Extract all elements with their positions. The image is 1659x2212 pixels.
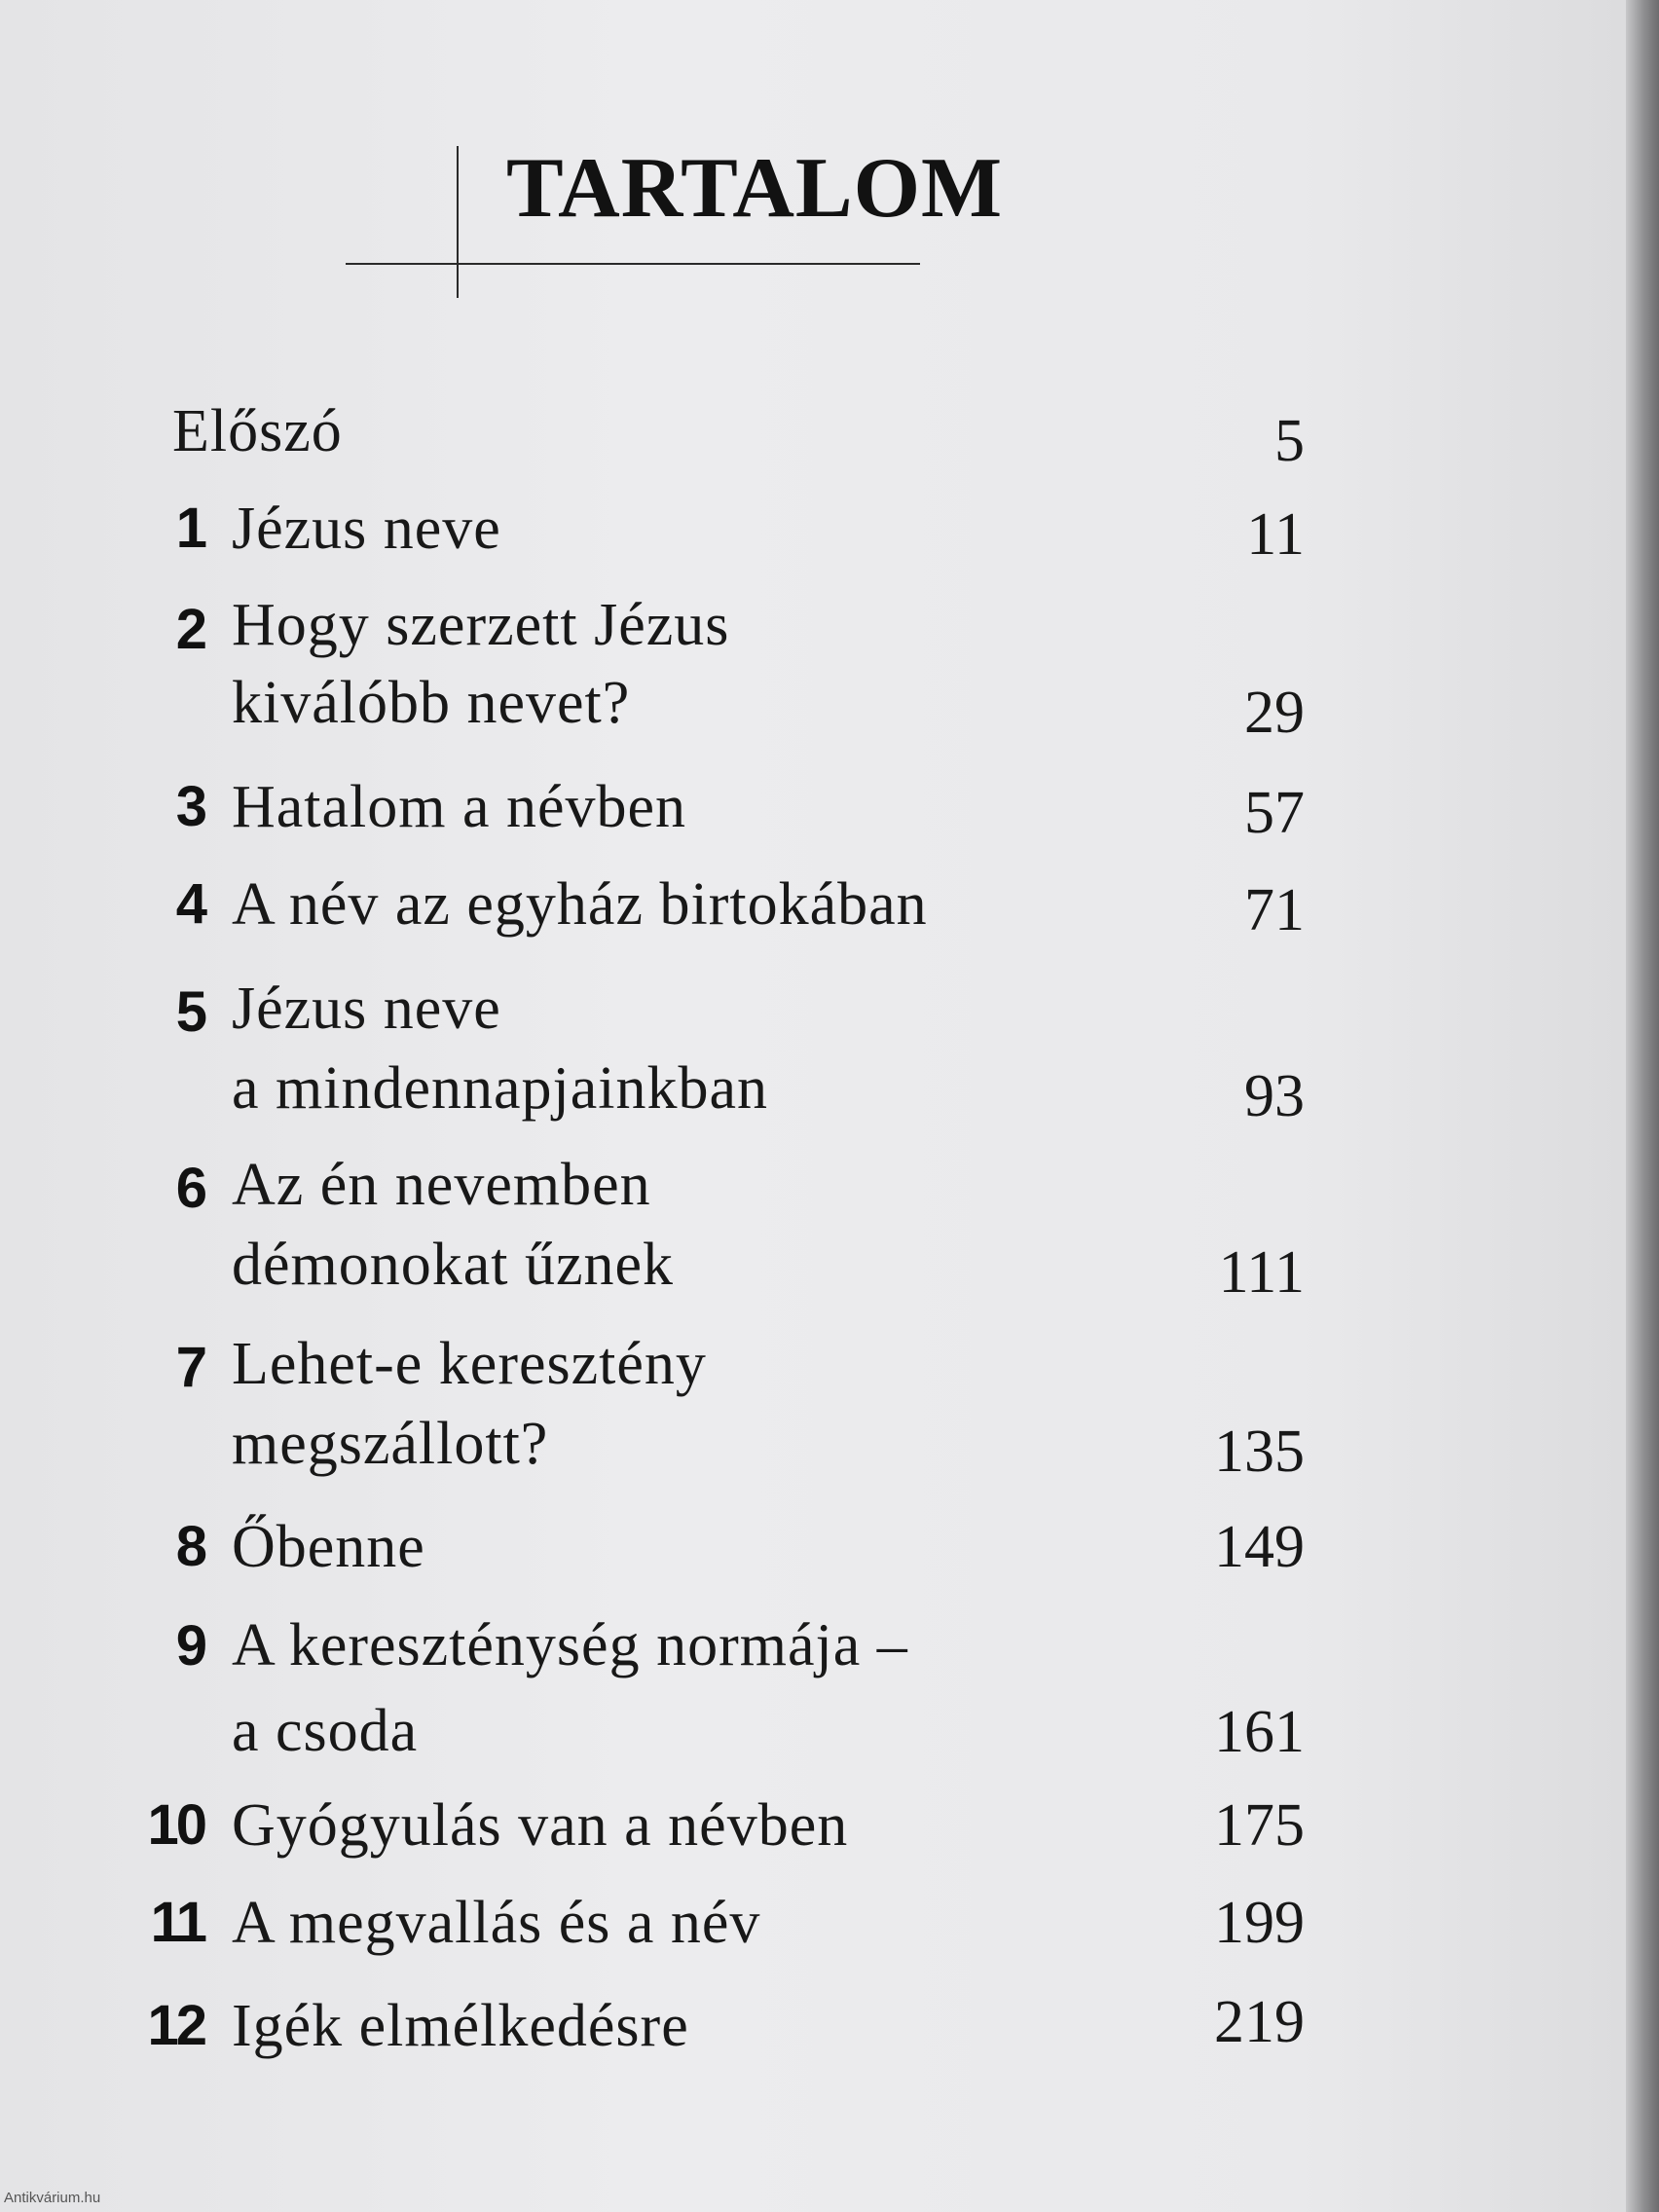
toc-entry-page: 161 xyxy=(1214,1699,1305,1765)
toc-entry-title-line: megszállott? xyxy=(232,1411,549,1477)
toc-entry-page: 175 xyxy=(1214,1792,1305,1859)
toc-entry-title-line: Az én nevemben xyxy=(232,1152,651,1218)
toc-entry-title-line: Jézus neve xyxy=(232,976,501,1042)
toc-entry-page: 11 xyxy=(1246,501,1305,568)
toc-entry-number: 7 xyxy=(175,1336,204,1399)
toc-entry-title xyxy=(232,586,729,742)
toc-entry-page: 93 xyxy=(1244,1063,1305,1129)
toc-entry-title xyxy=(232,1324,707,1484)
toc-entry-page: 219 xyxy=(1214,1989,1305,2055)
toc-entry-title xyxy=(232,969,768,1128)
toc-entry-title xyxy=(232,1782,848,1869)
toc-entry-title xyxy=(232,1603,908,1774)
toc-entry-page: 135 xyxy=(1214,1419,1305,1485)
toc-entry-number: 3 xyxy=(175,775,204,838)
toc-entry-page: 199 xyxy=(1214,1890,1305,1956)
toc-entry-title-line: a mindennapjainkban xyxy=(232,1055,768,1122)
toc-entry-number: 6 xyxy=(175,1157,204,1220)
toc-entry-title-line: Lehet-e keresztény xyxy=(232,1331,707,1397)
toc-entry-title-line: Jézus neve xyxy=(232,496,501,562)
title-vertical-rule xyxy=(457,146,459,298)
toc-entry-page: 57 xyxy=(1244,780,1305,846)
toc-entry-title-line: Előszó xyxy=(172,398,343,464)
toc-entry-number: 4 xyxy=(175,872,204,936)
toc-entry-number: 12 xyxy=(147,1994,204,2057)
toc-entry-number: 8 xyxy=(175,1515,204,1578)
toc-entry-title-line: démonokat űznek xyxy=(232,1232,675,1298)
toc-entry-title-line: Hatalom a névben xyxy=(232,774,687,840)
toc-entry-title xyxy=(232,1879,760,1967)
toc-entry-title-line: kiválóbb nevet? xyxy=(232,670,631,736)
toc-entry-title-line: Gyógyulás van a névben xyxy=(232,1792,849,1859)
toc-entry-page: 149 xyxy=(1214,1514,1305,1580)
toc-entry-title xyxy=(232,485,501,572)
toc-entry-title-line: A kereszténység normája – xyxy=(232,1612,908,1678)
toc-entry-page: 29 xyxy=(1244,680,1305,746)
page-edge xyxy=(1626,0,1659,2212)
toc-entry-title-line: A megvallás és a név xyxy=(232,1890,761,1956)
title-horizontal-rule xyxy=(346,263,920,265)
toc-entry-number: 1 xyxy=(175,497,204,560)
toc-entry-page: 71 xyxy=(1244,877,1305,943)
toc-entry-title xyxy=(232,861,928,948)
toc-entry-title-line: A név az egyház birtokában xyxy=(232,871,928,938)
watermark-text: Antikvárium.hu xyxy=(4,2190,101,2206)
toc-entry-page: 111 xyxy=(1218,1239,1305,1306)
toc-entry-title xyxy=(232,1145,674,1305)
toc-entry-number: 9 xyxy=(175,1614,204,1677)
toc-entry-title-line: a csoda xyxy=(232,1698,419,1764)
toc-entry-number: 11 xyxy=(150,1891,204,1954)
toc-entry-number: 10 xyxy=(147,1793,204,1857)
toc-entry-title xyxy=(232,1503,425,1591)
page-title: TARTALOM xyxy=(506,141,1004,236)
toc-entry-number: 2 xyxy=(175,598,204,661)
toc-entry-title xyxy=(172,387,343,475)
toc-entry-page: 5 xyxy=(1274,408,1305,474)
toc-entry-title-line: Igék elmélkedésre xyxy=(232,1993,689,2059)
toc-entry-number: 5 xyxy=(175,980,204,1044)
toc-entry-title-line: Őbenne xyxy=(232,1514,425,1580)
toc-entry-title-line: Hogy szerzett Jézus xyxy=(232,592,730,658)
toc-entry-title xyxy=(232,763,686,851)
toc-entry-title xyxy=(232,1982,689,2070)
